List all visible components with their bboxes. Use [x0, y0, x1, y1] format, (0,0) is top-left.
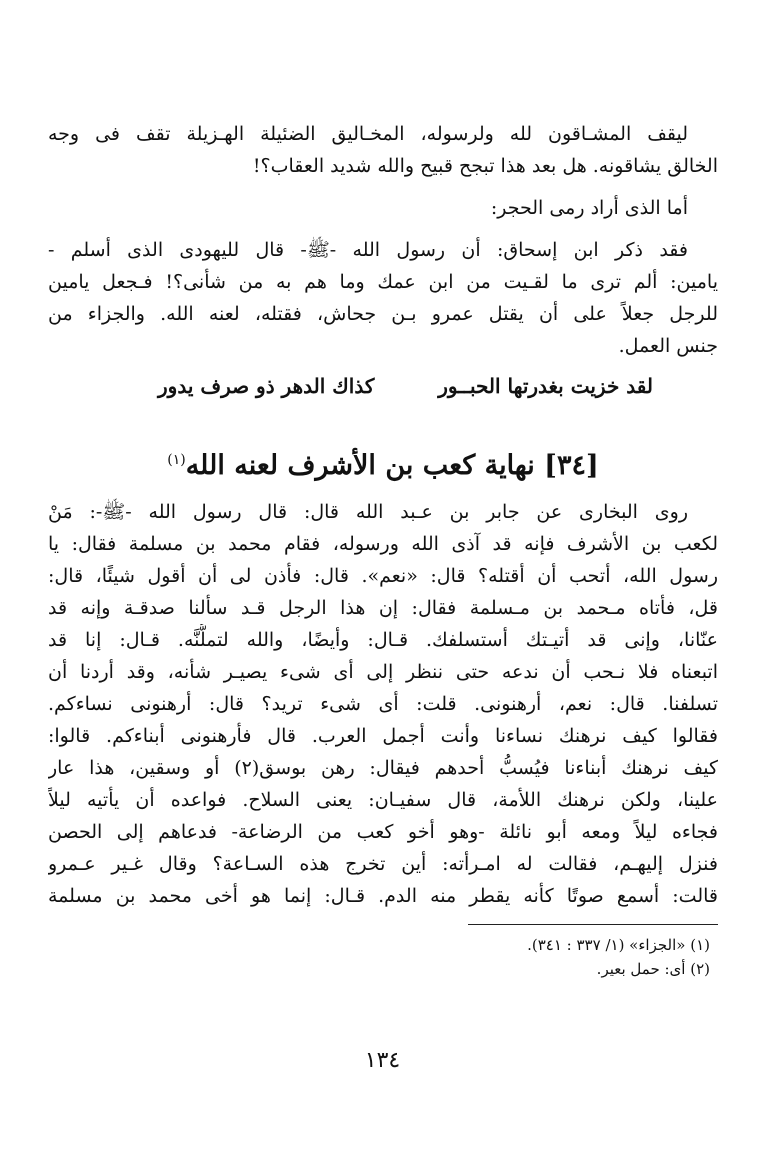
text-line: ليقف المشـاقون لله ولرسوله، المخـاليق الضئيلة الهـزيلة تقف فى وجه	[48, 123, 688, 145]
text-line: قل، فأتاه مـحمد بن مـسلمة فقال: إن هذا الرجل قـد سألنا صدقـة وإنه قد	[48, 597, 718, 619]
text-line: الخالق يشاقونه. هل بعد هذا تبجح قبيح والله شديد العقاب؟!	[252, 155, 718, 177]
paragraph-3	[48, 234, 718, 362]
text-line: رسول الله، أتحب أن أقتله؟ قال: «نعم». قال: فأذن لى أن أقول شيئًا، قال:	[48, 565, 718, 587]
text-line: فقالوا كيف نرهنك نساءنا وأنت أجمل العرب. قال فأرهنونى أبناءكم. قالوا:	[48, 725, 718, 747]
text-line: علينا، ولكن نرهنك اللأمة، قال سفيـان: يعنى السلاح. فواعده أن يأتيه ليلاً	[48, 789, 718, 811]
paragraph-2	[48, 192, 718, 224]
text-line: جنس العمل.	[618, 335, 718, 357]
text-line: كيف نرهنك أبناءنا فيُسبُّ أحدهم فيقال: رهن بوسق(٢) أو وسقين، هذا عار	[48, 757, 718, 779]
page-number: ١٣٤	[364, 1048, 401, 1073]
heading-text: [٣٤] نهاية كعب بن الأشرف لعنه الله	[185, 450, 599, 481]
footnote-divider	[468, 924, 718, 925]
page-body	[48, 118, 718, 981]
footnote-1: (١) «الجزاء» (١/ ٣٣٧ : ٣٤١).	[527, 936, 710, 954]
poetry-verse	[48, 368, 718, 404]
body-text	[48, 496, 718, 912]
text-line: روى البخارى عن جابر بن عـبد الله قال: قال رسول الله -ﷺ-: مَنْ	[48, 501, 688, 523]
verse-right-hemistich: لقد خزيت بغدرتها الحبــور	[438, 374, 653, 398]
text-line: لكعب بن الأشرف فإنه قد آذى الله ورسوله، فقام محمد بن مسلمة فقال: يا	[48, 533, 718, 555]
text-line: تسلفنا. قال: نعم، أرهنونى. قلت: أى شىء تريد؟ قال: أرهنونى نساءكم.	[48, 693, 718, 715]
text-line: فجاءه ليلاً ومعه أبو نائلة -وهو أخو كعب من الرضاعة- فدعاهم إلى الحصن	[48, 821, 718, 843]
text-line: للرجل جعلاً على أن يقتل عمرو بـن جحاش، فقتله، لعنه الله. والجزاء من	[48, 303, 718, 325]
text-line: اتبعناه فلا نـحب أن ندعه حتى ننظر إلى أى شىء يصيـر شأنه، وقد أردنا أن	[48, 661, 718, 683]
footnote-2: (٢) أى: حمل بعير.	[596, 960, 710, 978]
text-line: فنزل إليهـم، فقالت له امـرأته: أين تخرج هذه السـاعة؟ وقال غـير عـمرو	[48, 853, 718, 875]
paragraph-1	[48, 118, 718, 182]
heading-footnote-ref: (١)	[167, 452, 186, 468]
section-heading	[48, 434, 718, 486]
text-line: أما الذى أراد رمى الحجر:	[490, 197, 688, 219]
text-line: عنّانا، وإنى قد أتيـتك أستسلفك. قـال: وأيضًا، والله لتملُّنَّه. قـال: إنا قد	[48, 629, 718, 651]
text-line: فقد ذكر ابن إسحاق: أن رسول الله -ﷺ- قال لليهودى الذى أسلم -	[48, 239, 688, 261]
verse-left-hemistich: كذاك الدهر ذو صرف يدور	[158, 374, 375, 398]
text-line: يامين: ألم ترى ما لقـيت من ابن عمك وما هم به من شأنى؟! فـجعل يامين	[48, 271, 718, 293]
text-line: قالت: أسمع صوتًا كأنه يقطر منه الدم. قـال: إنما هو أخى محمد بن مسلمة	[48, 885, 718, 907]
